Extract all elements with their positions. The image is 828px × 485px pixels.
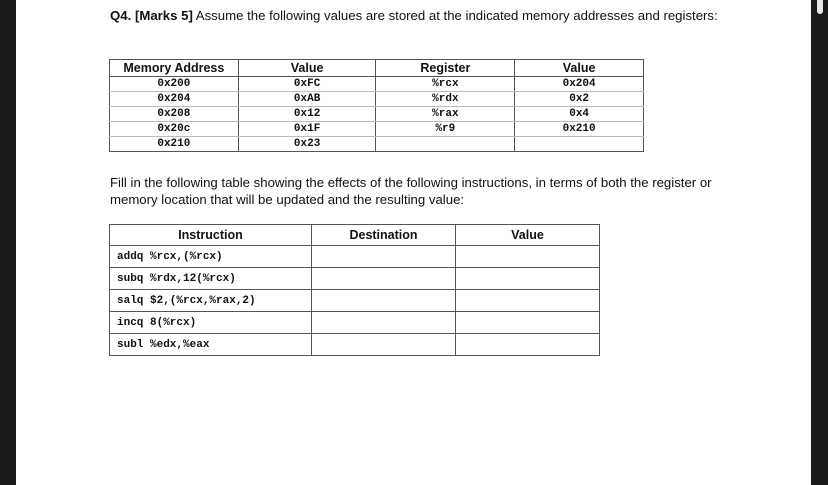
column-header: Instruction <box>110 225 312 246</box>
instruction-cell: incq 8(%rcx) <box>110 312 312 334</box>
value-cell <box>456 334 600 356</box>
table-cell: 0x12 <box>238 107 376 122</box>
value-cell <box>456 312 600 334</box>
table-cell: %r9 <box>376 122 515 137</box>
column-header: Value <box>515 60 644 77</box>
table-row <box>110 290 600 312</box>
instruction-cell: subq %rdx,12(%rcx) <box>110 268 312 290</box>
destination-cell <box>312 312 456 334</box>
question-text <box>110 7 750 25</box>
instruction-table <box>109 224 600 356</box>
table-row <box>110 137 644 152</box>
column-header: Destination <box>312 225 456 246</box>
table-cell: %rcx <box>376 77 515 92</box>
question-body: Assume the following values are stored at the indicated memory addresses and registers: <box>192 8 718 23</box>
table-cell: 0x23 <box>238 137 376 152</box>
scrollbar-track[interactable] <box>811 0 828 485</box>
table-row <box>110 268 600 290</box>
destination-cell <box>312 246 456 268</box>
value-cell <box>456 246 600 268</box>
table-cell: 0x1F <box>238 122 376 137</box>
table-header-row <box>110 60 644 77</box>
column-header: Register <box>376 60 515 77</box>
table-cell: 0x208 <box>110 107 239 122</box>
table-cell: 0xFC <box>238 77 376 92</box>
column-header: Value <box>238 60 376 77</box>
table-cell: %rax <box>376 107 515 122</box>
instruction-cell: addq %rcx,(%rcx) <box>110 246 312 268</box>
table-cell: 0x204 <box>515 77 644 92</box>
instruction-cell: subl %edx,%eax <box>110 334 312 356</box>
table-cell: 0x210 <box>515 122 644 137</box>
table-row <box>110 92 644 107</box>
table-row <box>110 122 644 137</box>
table-row <box>110 246 600 268</box>
scrollbar-thumb[interactable] <box>817 0 823 14</box>
table-cell: 0x200 <box>110 77 239 92</box>
destination-cell <box>312 268 456 290</box>
destination-cell <box>312 290 456 312</box>
table-cell: 0x20c <box>110 122 239 137</box>
question-marks: [Marks 5] <box>134 8 193 23</box>
memory-register-table <box>109 59 644 152</box>
destination-cell <box>312 334 456 356</box>
table-cell: 0x2 <box>515 92 644 107</box>
column-header: Value <box>456 225 600 246</box>
table-cell <box>515 137 644 152</box>
table-cell: 0xAB <box>238 92 376 107</box>
table-row <box>110 77 644 92</box>
value-cell <box>456 268 600 290</box>
table-cell: %rdx <box>376 92 515 107</box>
table-row <box>110 312 600 334</box>
table-header-row <box>110 225 600 246</box>
table-cell: 0x4 <box>515 107 644 122</box>
table-cell: 0x210 <box>110 137 239 152</box>
fill-instructions-text: Fill in the following table showing the effects of the following instructions, in terms of both the register or memory location that will be updated and the resulting value: <box>110 175 712 207</box>
table-row <box>110 107 644 122</box>
table-row <box>110 334 600 356</box>
table-cell <box>376 137 515 152</box>
table-cell: 0x204 <box>110 92 239 107</box>
value-cell <box>456 290 600 312</box>
question-number: Q4. <box>110 8 132 23</box>
instruction-cell: salq $2,(%rcx,%rax,2) <box>110 290 312 312</box>
column-header: Memory Address <box>110 60 239 77</box>
